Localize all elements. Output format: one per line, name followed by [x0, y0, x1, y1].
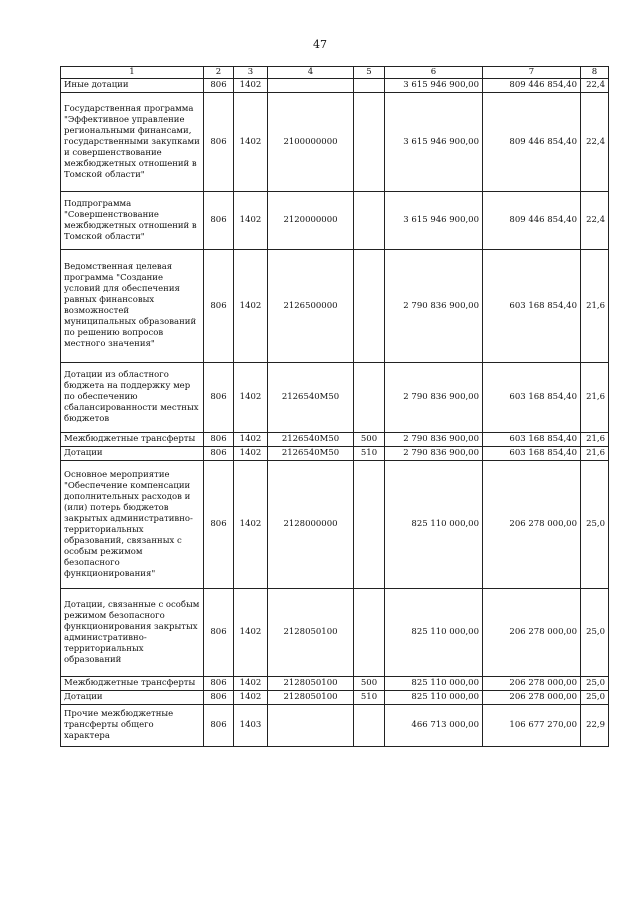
- row-col3: 1402: [234, 192, 268, 250]
- table-row: [61, 93, 609, 192]
- row-col2: 806: [204, 677, 234, 691]
- row-col5: 500: [354, 677, 385, 691]
- row-col4: 2128050100: [268, 691, 354, 705]
- row-col2: 806: [204, 250, 234, 363]
- row-col7: 206 278 000,00: [483, 691, 581, 705]
- row-col5: 500: [354, 433, 385, 447]
- row-col3: 1402: [234, 433, 268, 447]
- row-col7: 206 278 000,00: [483, 589, 581, 677]
- row-col4: [268, 705, 354, 747]
- table-body: [61, 79, 609, 747]
- row-col8: 25,0: [581, 691, 609, 705]
- row-col3: 1402: [234, 363, 268, 433]
- row-col3: 1403: [234, 705, 268, 747]
- row-col4: 2126540M50: [268, 447, 354, 461]
- row-col6: 466 713 000,00: [385, 705, 483, 747]
- table-row: [61, 250, 609, 363]
- table-row: [61, 433, 609, 447]
- row-col2: 806: [204, 461, 234, 589]
- row-col4: 2128050100: [268, 677, 354, 691]
- header-col-5: 5: [354, 67, 385, 79]
- row-name: Межбюджетные трансферты: [61, 677, 204, 691]
- table-row: [61, 461, 609, 589]
- page-number: 47: [313, 38, 327, 51]
- row-col5: 510: [354, 691, 385, 705]
- row-col7: 603 168 854,40: [483, 447, 581, 461]
- row-name: Дотации из областного бюджета на поддержку мер по обеспечению сбалансированности местных бюджетов: [61, 363, 204, 433]
- row-col4: [268, 79, 354, 93]
- row-col6: 825 110 000,00: [385, 461, 483, 589]
- header-col-8: 8: [581, 67, 609, 79]
- row-col8: 25,0: [581, 589, 609, 677]
- row-col6: 3 615 946 900,00: [385, 79, 483, 93]
- row-col2: 806: [204, 192, 234, 250]
- row-name: Иные дотации: [61, 79, 204, 93]
- row-col2: 806: [204, 705, 234, 747]
- row-col2: 806: [204, 447, 234, 461]
- row-col6: 825 110 000,00: [385, 677, 483, 691]
- row-col3: 1402: [234, 447, 268, 461]
- row-col2: 806: [204, 433, 234, 447]
- row-col7: 603 168 854,40: [483, 363, 581, 433]
- header-col-2: 2: [204, 67, 234, 79]
- table-row: [61, 447, 609, 461]
- row-col8: 25,0: [581, 461, 609, 589]
- table-row: [61, 677, 609, 691]
- row-col6: 2 790 836 900,00: [385, 363, 483, 433]
- table-row: [61, 363, 609, 433]
- row-col5: [354, 363, 385, 433]
- row-col4: 2120000000: [268, 192, 354, 250]
- row-col6: 2 790 836 900,00: [385, 447, 483, 461]
- row-col2: 806: [204, 589, 234, 677]
- budget-table: [60, 66, 609, 747]
- table-header: [61, 67, 609, 79]
- row-col8: 22,4: [581, 79, 609, 93]
- row-col5: [354, 589, 385, 677]
- row-name: Подпрограмма "Совершенствование межбюджетных отношений в Томской области": [61, 192, 204, 250]
- row-col8: 21,6: [581, 250, 609, 363]
- row-col2: 806: [204, 363, 234, 433]
- row-name: Государственная программа "Эффективное управление региональными финансами, государственными закупками и совершенствование межбюджетных отношений в Томской области": [61, 93, 204, 192]
- row-name: Ведомственная целевая программа "Создание условий для обеспечения равных финансовых возможностей муниципальных образований по решению вопросов местного значения": [61, 250, 204, 363]
- row-col6: 3 615 946 900,00: [385, 93, 483, 192]
- header-col-6: 6: [385, 67, 483, 79]
- header-col-1: 1: [61, 67, 204, 79]
- table-row: [61, 192, 609, 250]
- row-col6: 825 110 000,00: [385, 691, 483, 705]
- row-col4: 2126540M50: [268, 363, 354, 433]
- row-col5: [354, 192, 385, 250]
- table-row: [61, 691, 609, 705]
- row-col7: 809 446 854,40: [483, 93, 581, 192]
- row-col7: 809 446 854,40: [483, 192, 581, 250]
- row-col5: [354, 705, 385, 747]
- row-col8: 21,6: [581, 433, 609, 447]
- header-col-3: 3: [234, 67, 268, 79]
- row-col3: 1402: [234, 79, 268, 93]
- row-name: Дотации, связанные с особым режимом безопасного функционирования закрытых административно-территориальных образований: [61, 589, 204, 677]
- row-name: Дотации: [61, 447, 204, 461]
- row-col4: 2128000000: [268, 461, 354, 589]
- row-name: Дотации: [61, 691, 204, 705]
- header-col-7: 7: [483, 67, 581, 79]
- row-col7: 106 677 270,00: [483, 705, 581, 747]
- row-col3: 1402: [234, 677, 268, 691]
- row-col7: 206 278 000,00: [483, 677, 581, 691]
- row-col4: 2126540M50: [268, 433, 354, 447]
- row-col5: 510: [354, 447, 385, 461]
- row-col8: 22,4: [581, 192, 609, 250]
- row-col3: 1402: [234, 691, 268, 705]
- row-col5: [354, 79, 385, 93]
- table-row: [61, 589, 609, 677]
- row-col6: 825 110 000,00: [385, 589, 483, 677]
- row-col4: 2126500000: [268, 250, 354, 363]
- row-col2: 806: [204, 93, 234, 192]
- table-row: [61, 705, 609, 747]
- row-col7: 809 446 854,40: [483, 79, 581, 93]
- row-name: Основное мероприятие "Обеспечение компенсации дополнительных расходов и (или) потерь бюджетов закрытых административно-территориальных образований, связанных с особым режимом безопасного функционирования": [61, 461, 204, 589]
- row-col6: 3 615 946 900,00: [385, 192, 483, 250]
- row-col8: 25,0: [581, 677, 609, 691]
- row-col8: 21,6: [581, 363, 609, 433]
- row-col5: [354, 250, 385, 363]
- header-col-4: 4: [268, 67, 354, 79]
- row-col3: 1402: [234, 93, 268, 192]
- row-name: Прочие межбюджетные трансферты общего характера: [61, 705, 204, 747]
- row-col5: [354, 461, 385, 589]
- row-col8: 22,4: [581, 93, 609, 192]
- row-col6: 2 790 836 900,00: [385, 433, 483, 447]
- row-col3: 1402: [234, 589, 268, 677]
- row-col4: 2100000000: [268, 93, 354, 192]
- row-col3: 1402: [234, 250, 268, 363]
- row-col8: 21,6: [581, 447, 609, 461]
- row-col3: 1402: [234, 461, 268, 589]
- row-name: Межбюджетные трансферты: [61, 433, 204, 447]
- table-row: [61, 79, 609, 93]
- row-col4: 2128050100: [268, 589, 354, 677]
- row-col7: 603 168 854,40: [483, 433, 581, 447]
- row-col5: [354, 93, 385, 192]
- row-col7: 603 168 854,40: [483, 250, 581, 363]
- row-col7: 206 278 000,00: [483, 461, 581, 589]
- row-col2: 806: [204, 691, 234, 705]
- row-col2: 806: [204, 79, 234, 93]
- row-col8: 22,9: [581, 705, 609, 747]
- row-col6: 2 790 836 900,00: [385, 250, 483, 363]
- header-row: [61, 67, 609, 79]
